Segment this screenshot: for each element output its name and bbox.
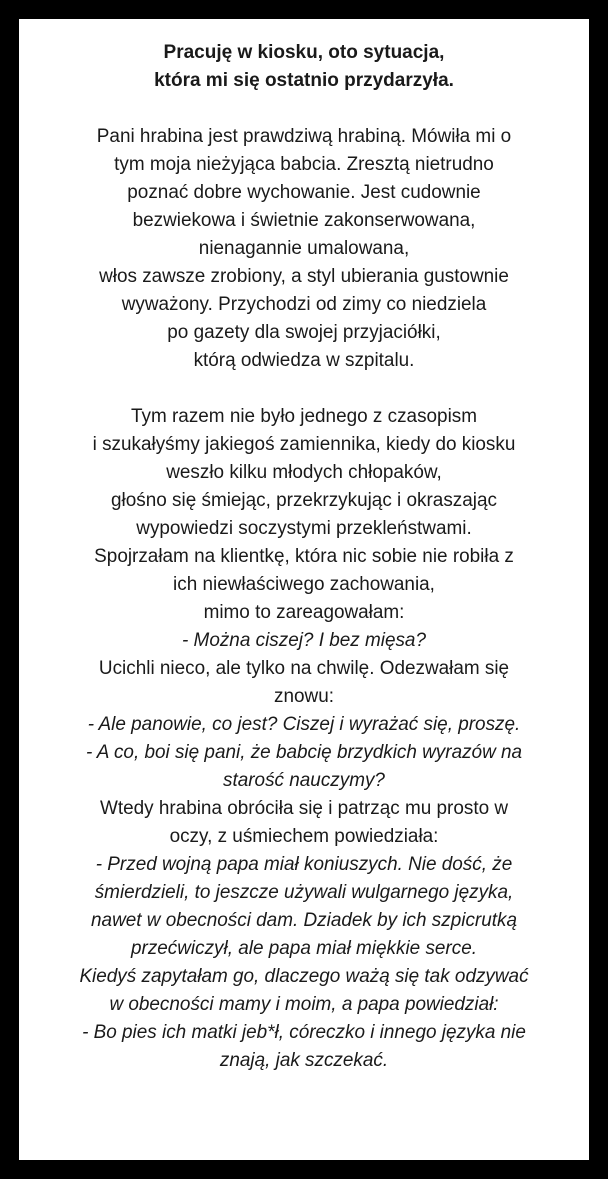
text-line: Ucichli nieco, ale tylko na chwilę. Odezwałam się [98,658,510,679]
text-line: poznać dobre wychowanie. Jest cudownie [127,182,481,203]
text-line: oczy, z uśmiechem powiedziała: [169,826,439,847]
dialogue-line: - Przed wojną papa miał koniuszych. Nie dość, że [95,854,513,875]
text-line: tym moja nieżyjąca babcia. Zresztą nietrudno [114,154,494,175]
text-line: i szukałyśmy jakiegoś zamiennika, kiedy do kiosku [92,434,516,455]
text-line: weszło kilku młodych chłopaków, [166,462,442,483]
text-line: znowu: [274,686,334,707]
text-line: po gazety dla swojej przyjaciółki, [167,322,441,343]
text-line: mimo to zareagowałam: [203,602,405,623]
dialogue-line: - Ale panowie, co jest? Ciszej i wyrażać się, proszę. [87,714,521,735]
text-line: którą odwiedza w szpitalu. [193,350,415,371]
dialogue-line: Kiedyś zapytałam go, dlaczego ważą się tak odzywać [79,966,529,987]
title-line: Pracuję w kiosku, oto sytuacja, [163,42,445,63]
dialogue-line: w obecności mamy i moim, a papa powiedział: [109,994,499,1015]
text-line: Pani hrabina jest prawdziwą hrabiną. Mówiła mi o [96,126,512,147]
text-line: włos zawsze zrobiony, a styl ubierania gustownie [99,266,509,287]
text-line: Spojrzałam na klientkę, która nic sobie nie robiła z [94,546,514,567]
story-card [19,19,589,1160]
text-line: bezwiekowa i świetnie zakonserwowana, [132,210,476,231]
dialogue-line: przećwiczył, ale papa miał miękkie serce. [131,938,477,959]
dialogue-line: znają, jak szczekać. [219,1050,389,1071]
paragraph-story [25,403,583,1075]
dialogue-line: śmierdzieli, to jeszcze używali wulgarnego języka, [94,882,514,903]
dialogue-line: starość nauczymy? [223,770,385,791]
dialogue-line: - A co, boi się pani, że babcię brzydkich wyrazów na [85,742,523,763]
dialogue-line: - Bo pies ich matki jeb*ł, córeczko i innego języka nie [82,1022,526,1043]
text-line: Wtedy hrabina obróciła się i patrząc mu prosto w [99,798,509,819]
dialogue-line: - Można ciszej? I bez mięsa? [182,630,426,651]
text-line: głośno się śmiejąc, przekrzykując i okraszając [111,490,497,511]
story-title [25,39,583,95]
text-line: wypowiedzi soczystymi przekleństwami. [136,518,472,539]
title-line: która mi się ostatnio przydarzyła. [154,70,454,91]
dialogue-line: nawet w obecności dam. Dziadek by ich szpicrutką [91,910,517,931]
text-line: nienagannie umalowana, [198,238,410,259]
text-line: ich niewłaściwego zachowania, [173,574,435,595]
text-line: Tym razem nie było jednego z czasopism [131,406,477,427]
paragraph-intro [25,123,583,375]
text-line: wyważony. Przychodzi od zimy co niedziela [121,294,487,315]
